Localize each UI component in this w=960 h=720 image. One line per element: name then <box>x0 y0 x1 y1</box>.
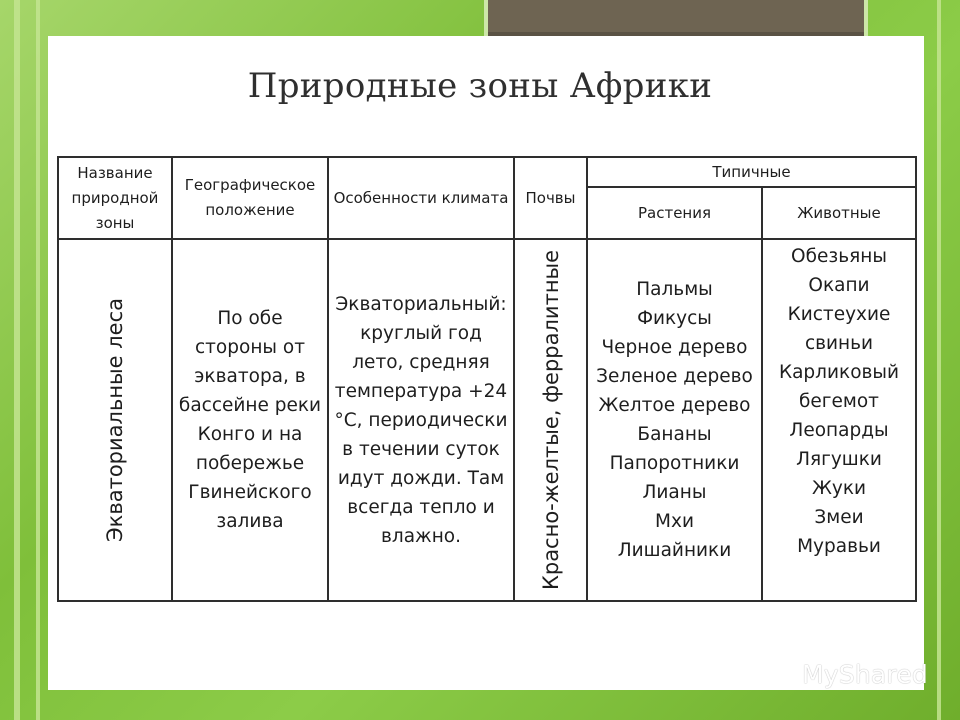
list-item: Лишайники <box>617 540 732 561</box>
zones-table-wrapper <box>57 156 915 602</box>
header-typical: Типичные <box>587 157 916 187</box>
list-item: бегемот <box>799 391 879 412</box>
list-item: Пальмы <box>636 279 713 300</box>
list-item: Жуки <box>811 478 867 499</box>
zone-name-text: Экваториальные леса <box>103 298 127 542</box>
list-item: Карликовый <box>778 362 900 383</box>
myshared-watermark <box>768 658 928 690</box>
header-plants: Растения <box>587 187 762 239</box>
animals-list <box>766 242 912 561</box>
cell-climate: Экваториальный: круглый год лето, средняя температура +24 °С, периодически в течении суток идут дожди. Там всегда тепло и влажно. <box>328 239 514 601</box>
list-item: Бананы <box>637 424 712 445</box>
table-row <box>58 239 916 601</box>
watermark-text: MyShared <box>802 659 928 689</box>
cell-geo-position: По обе стороны от экватора, в бассейне реки Конго и на побережье Гвинейского залива <box>172 239 328 601</box>
header-animals: Животные <box>762 187 916 239</box>
cell-zone-name <box>58 239 172 601</box>
list-item: Черное дерево <box>601 337 748 358</box>
decor-stripe-left <box>14 0 20 720</box>
list-item: Лягушки <box>796 449 882 470</box>
decor-stripe-left-2 <box>36 0 40 720</box>
list-item: свиньи <box>804 333 874 354</box>
cell-soils <box>514 239 587 601</box>
list-item: Обезьяны <box>791 246 887 267</box>
header-climate: Особенности климата <box>328 157 514 239</box>
list-item: Лианы <box>642 482 707 503</box>
cell-plants <box>587 239 762 601</box>
list-item: Леопарды <box>789 420 889 441</box>
top-decor-bar <box>484 0 868 36</box>
decor-stripe-right <box>937 0 941 720</box>
cell-animals <box>762 239 916 601</box>
header-zone-name: Название природной зоны <box>58 157 172 239</box>
soils-text: Красно-желтые, ферралитные <box>538 249 563 591</box>
list-item: Мхи <box>655 511 694 532</box>
slide-title: Природные зоны Африки <box>247 66 713 106</box>
list-item: Кистеухие <box>787 304 891 325</box>
plants-list <box>591 275 758 565</box>
list-item: Зеленое дерево <box>596 366 753 387</box>
list-item: Окапи <box>808 275 870 296</box>
list-item: Папоротники <box>609 453 740 474</box>
header-geo-position: Географическое положение <box>172 157 328 239</box>
zones-table <box>57 156 917 602</box>
list-item: Муравьи <box>797 536 881 557</box>
list-item: Фикусы <box>637 308 712 329</box>
presentation-board-icon <box>768 659 798 689</box>
list-item: Змеи <box>814 507 864 528</box>
header-soils: Почвы <box>514 157 587 239</box>
list-item: Желтое дерево <box>598 395 751 416</box>
